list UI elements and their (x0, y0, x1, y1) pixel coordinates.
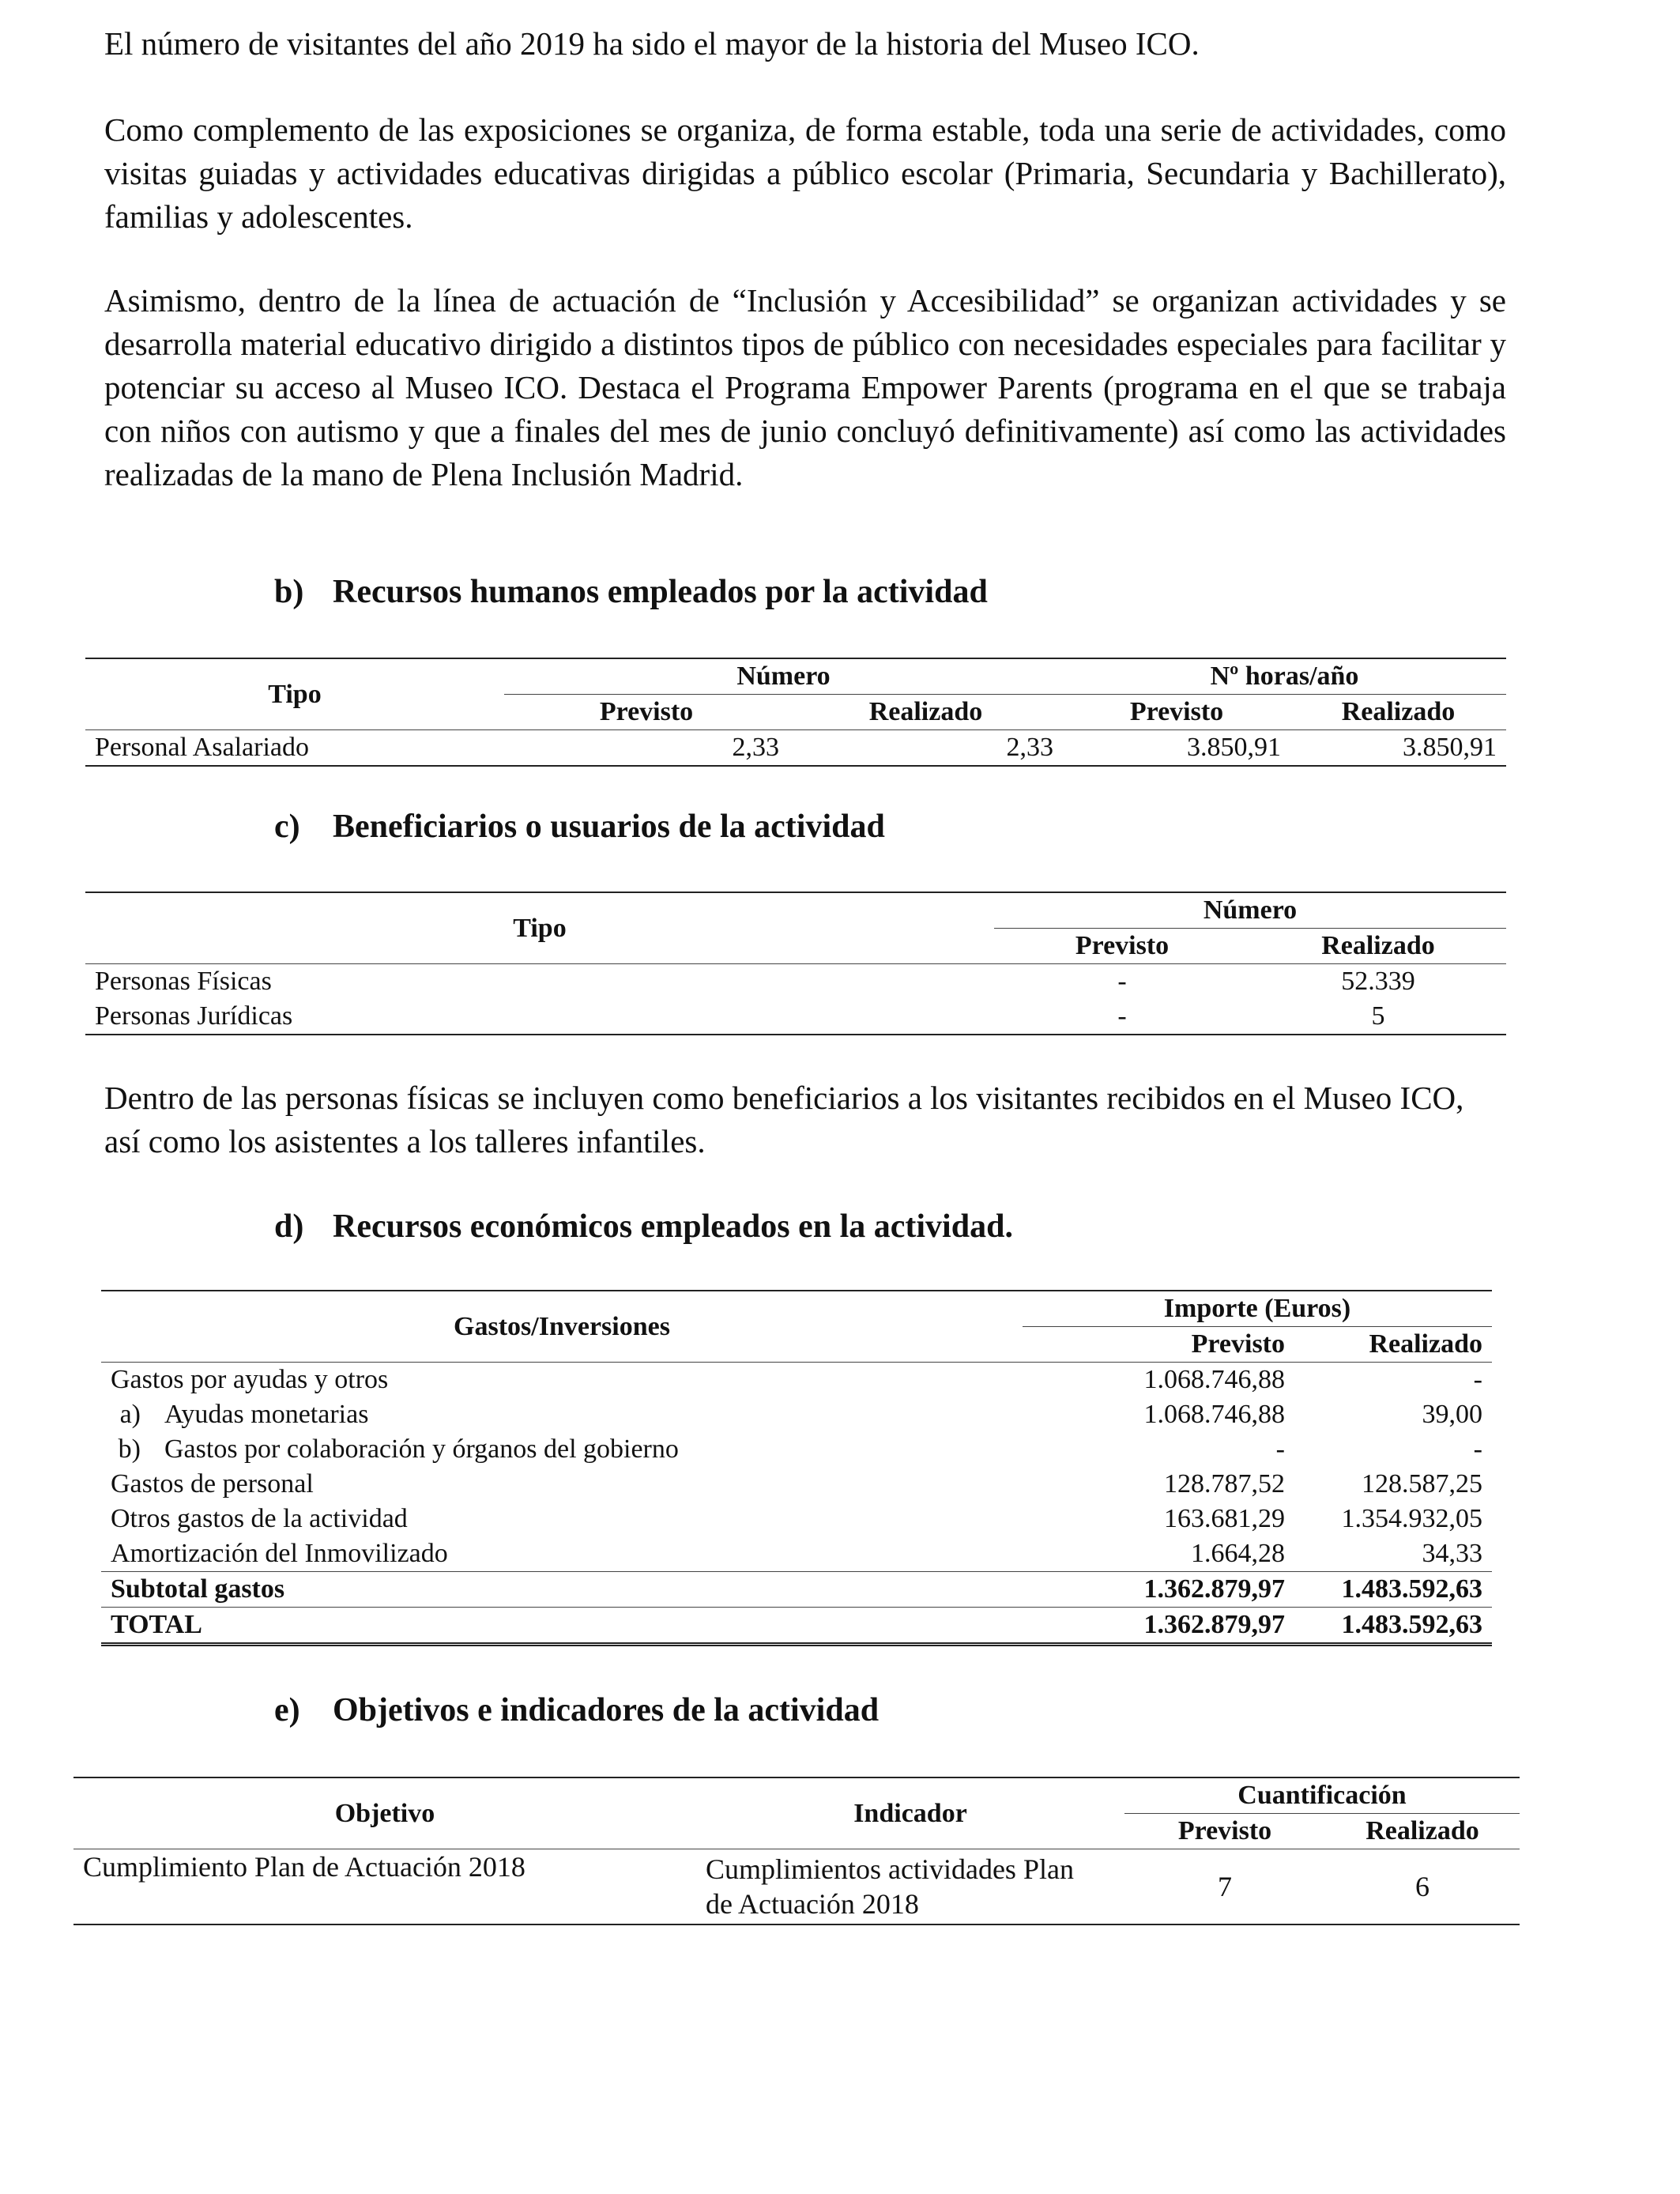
table-objetivos (73, 1777, 1520, 1925)
cell-indicador (696, 1849, 1124, 1925)
cell-realizado: - (1473, 1365, 1482, 1394)
section-e-title: Objetivos e indicadores de la actividad (333, 1692, 880, 1728)
cell-realizado: 1.354.932,05 (1341, 1504, 1482, 1533)
cell-previsto: 1.068.746,88 (1143, 1400, 1285, 1429)
section-d-heading (274, 1208, 1013, 1246)
paragraph-inclusion: Asimismo, dentro de la línea de actuación de “Inclusión y Accesibilidad” se organizan actividades y se desarrolla material educativo dirigido a distintos tipos de público con necesidades especiales para facilitar y potenciar su acceso al Museo ICO. Destaca el Programa Empower Parents (programa en el que se trabaja con niños con autismo y que a finales del mes de junio concluyó definitivamente) así como las actividades realizadas de la mano de Plena Inclusión Madrid. (104, 282, 1506, 492)
cell-previsto: 128.787,52 (1164, 1469, 1285, 1498)
table-row (85, 999, 1506, 1035)
col-realizado: Realizado (868, 697, 983, 726)
col-previsto: Previsto (1191, 1329, 1285, 1359)
section-e-heading (274, 1691, 879, 1729)
cell-realizado: 128.587,25 (1362, 1469, 1482, 1498)
cell-realizado: 5 (1371, 1001, 1385, 1031)
col-realizado: Realizado (1321, 931, 1435, 960)
table-row (85, 730, 1506, 767)
col-objetivo: Objetivo (334, 1798, 435, 1828)
cell-concepto: Amortización del Inmovilizado (111, 1539, 448, 1568)
section-b-title: Recursos humanos empleados por la actividad (333, 574, 988, 610)
indicador-line-1: Cumplimientos actividades Plan (706, 1853, 1074, 1885)
cell-num-realizado: 2,33 (1006, 733, 1053, 762)
cell-concepto: Otros gastos de la actividad (111, 1504, 408, 1533)
table-row (101, 1536, 1492, 1572)
cell-previsto: - (1275, 1434, 1285, 1464)
cell-realizado: 1.483.592,63 (1341, 1610, 1482, 1639)
col-realizado: Realizado (1365, 1816, 1479, 1845)
cell-realizado: 52.339 (1341, 967, 1415, 996)
paragraph-complemento: Como complemento de las exposiciones se organiza, de forma estable, toda una serie de actividades, como visitas guiadas y actividades educativas dirigidas a público escolar (Primaria, Secundaria y Bachillerato), familias y adolescentes. (104, 111, 1506, 235)
col-indicador: Indicador (853, 1798, 967, 1828)
table-row (101, 1363, 1492, 1398)
col-numero: Número (994, 892, 1506, 929)
col-realizado: Realizado (1341, 697, 1456, 726)
subtotal-row (101, 1572, 1492, 1608)
section-c-title: Beneficiarios o usuarios de la actividad (333, 809, 885, 845)
paragraph-personas-fisicas: Dentro de las personas físicas se incluyen como beneficiarios a los visitantes recibidos en el Museo ICO, así como los asistentes a los talleres infantiles. (104, 1080, 1464, 1159)
cell-horas-realizado: 3.850,91 (1403, 733, 1497, 762)
section-d-title: Recursos económicos empleados en la actividad. (333, 1208, 1013, 1245)
section-c-label: c) (274, 809, 300, 845)
section-b-label: b) (274, 574, 304, 610)
cell-tipo: Personas Jurídicas (95, 1001, 293, 1031)
total-row (101, 1608, 1492, 1645)
cell-tipo: Personal Asalariado (95, 733, 309, 762)
cell-previsto: 163.681,29 (1164, 1504, 1285, 1533)
cell-concepto: Gastos de personal (111, 1469, 314, 1498)
cell-previsto: 1.362.879,97 (1143, 1610, 1285, 1639)
cell-realizado: 39,00 (1422, 1400, 1482, 1429)
cell-previsto: - (1117, 967, 1127, 996)
cell-previsto: - (1117, 1001, 1127, 1031)
col-cuantificacion: Cuantificación (1124, 1777, 1520, 1814)
col-numero: Número (504, 658, 1063, 695)
col-realizado: Realizado (1369, 1329, 1482, 1359)
cell-concepto: Gastos por colaboración y órganos del gobierno (164, 1434, 679, 1464)
col-tipo: Tipo (513, 913, 567, 943)
cell-prefix: a) (119, 1400, 141, 1429)
col-previsto: Previsto (1075, 931, 1170, 960)
cell-previsto: 7 (1218, 1871, 1232, 1902)
cell-concepto: Ayudas monetarias (164, 1400, 369, 1429)
cell-realizado: 34,33 (1422, 1539, 1482, 1568)
table-row (101, 1502, 1492, 1536)
cell-realizado: 1.483.592,63 (1341, 1574, 1482, 1604)
col-previsto: Previsto (1177, 1816, 1272, 1845)
cell-objetivo: Cumplimiento Plan de Actuación 2018 (83, 1851, 525, 1883)
cell-realizado: - (1473, 1434, 1482, 1464)
cell-concepto: TOTAL (111, 1610, 202, 1639)
cell-concepto: Subtotal gastos (111, 1574, 285, 1604)
table-beneficiarios (85, 892, 1506, 1035)
cell-prefix: b) (118, 1434, 141, 1464)
section-c-heading (274, 808, 885, 846)
cell-previsto: 1.664,28 (1191, 1539, 1285, 1568)
indicador-line-2: de Actuación 2018 (706, 1888, 919, 1920)
col-horas: Nº horas/año (1063, 658, 1506, 695)
cell-num-previsto: 2,33 (732, 733, 779, 762)
cell-previsto: 1.068.746,88 (1143, 1365, 1285, 1394)
table-row (101, 1467, 1492, 1502)
section-d-label: d) (274, 1208, 304, 1245)
col-gastos: Gastos/Inversiones (454, 1311, 670, 1341)
col-previsto: Previsto (599, 697, 694, 726)
table-row (101, 1397, 1492, 1432)
col-tipo: Tipo (268, 679, 322, 709)
col-previsto: Previsto (1129, 697, 1224, 726)
cell-previsto: 1.362.879,97 (1143, 1574, 1285, 1604)
section-e-label: e) (274, 1692, 300, 1728)
cell-concepto: Gastos por ayudas y otros (111, 1365, 389, 1394)
table-recursos-humanos (85, 658, 1506, 767)
paragraph-visitantes: El número de visitantes del año 2019 ha sido el mayor de la historia del Museo ICO. (104, 25, 1200, 62)
table-row (85, 964, 1506, 1000)
col-importe: Importe (Euros) (1023, 1291, 1492, 1327)
cell-realizado: 6 (1415, 1871, 1430, 1902)
section-b-heading (274, 573, 988, 611)
table-recursos-economicos (101, 1290, 1492, 1646)
table-row (101, 1432, 1492, 1467)
table-row (73, 1849, 1520, 1925)
cell-horas-previsto: 3.850,91 (1187, 733, 1281, 762)
cell-tipo: Personas Físicas (95, 967, 272, 996)
